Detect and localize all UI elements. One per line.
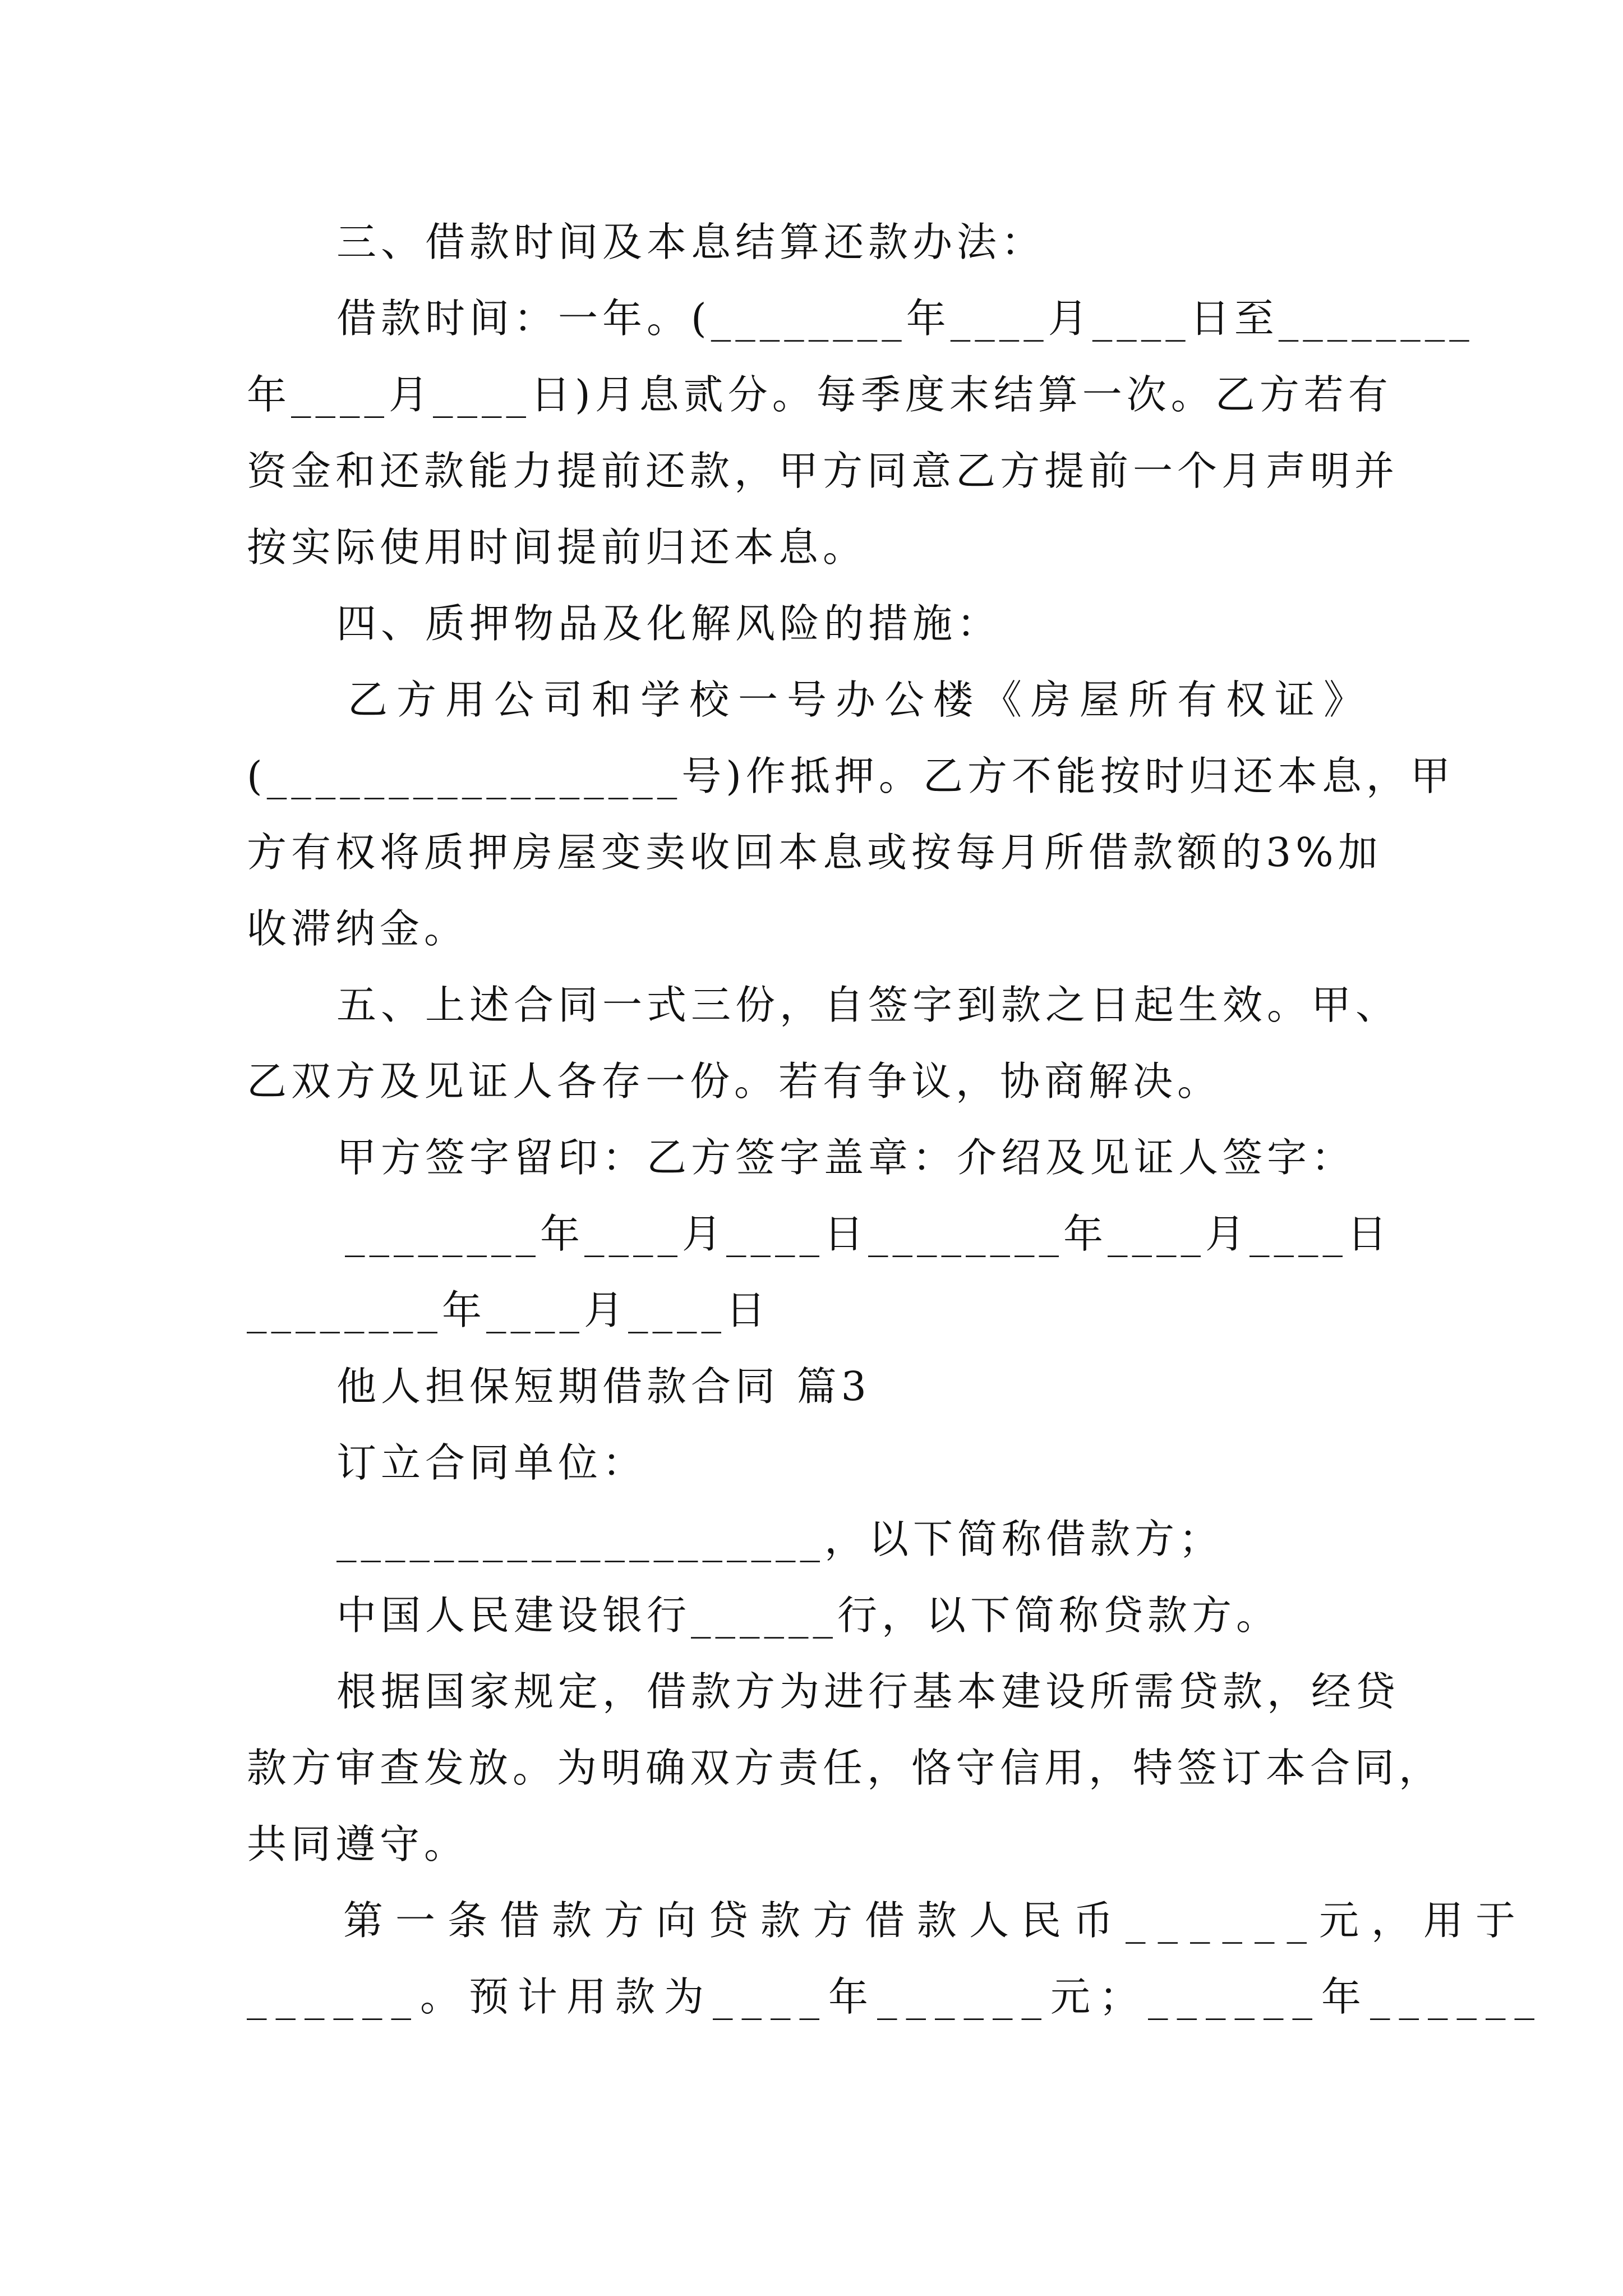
paragraph-line: 年____月____日)月息贰分。每季度末结算一次。乙方若有 — [247, 371, 1393, 418]
paragraph-line: 订立合同单位： — [336, 1439, 647, 1486]
paragraph-line: 收滞纳金。 — [247, 905, 469, 952]
paragraph-line: 资金和还款能力提前还款，甲方同意乙方提前一个月声明并 — [247, 448, 1399, 494]
paragraph-line: 乙双方及见证人各存一份。若有争议，协商解决。 — [247, 1058, 1222, 1105]
signature-labels: 甲方签字留印：乙方签字盖章：介绍及见证人签字： — [336, 1134, 1356, 1181]
paragraph-line: 乙方用公司和学校一号办公楼《房屋所有权证》 — [348, 677, 1373, 723]
paragraph-line: 共同遵守。 — [247, 1821, 469, 1867]
signature-date-line: ________年____月____日________年____月____日 — [345, 1211, 1392, 1257]
paragraph-line: 借款时间：一年。(________年____月____日至________ — [336, 295, 1474, 342]
paragraph-line: 中国人民建设银行______行，以下简称贷款方。 — [336, 1592, 1281, 1639]
heading-section-4: 四、质押物品及化解风险的措施： — [336, 600, 1002, 647]
paragraph-line: 方有权将质押房屋变卖收回本息或按每月所借款额的3%加 — [247, 829, 1382, 876]
paragraph-line: ______。预计用款为____年______元；______年______ — [247, 1973, 1544, 2020]
paragraph-line: 五、上述合同一式三份，自签字到款之日起生效。甲、 — [336, 982, 1400, 1028]
paragraph-line: 第一条借款方向贷款方借款人民币______元，用于 — [343, 1897, 1528, 1944]
paragraph-line: 根据国家规定，借款方为进行基本建设所需贷款，经贷 — [336, 1668, 1400, 1715]
paragraph-line: ____________________，以下简称借款方； — [336, 1516, 1224, 1562]
paragraph-line: (_________________号)作抵押。乙方不能按时归还本息，甲 — [247, 753, 1455, 799]
paragraph-line: 按实际使用时间提前归还本息。 — [247, 524, 868, 570]
paragraph-line: 款方审查发放。为明确双方责任，恪守信用，特签订本合同， — [247, 1745, 1444, 1791]
heading-section-3: 三、借款时间及本息结算还款办法： — [336, 219, 1046, 265]
section-title: 他人担保短期借款合同 篇3 — [336, 1363, 871, 1410]
signature-date-line: ________年____月____日 — [247, 1287, 771, 1333]
